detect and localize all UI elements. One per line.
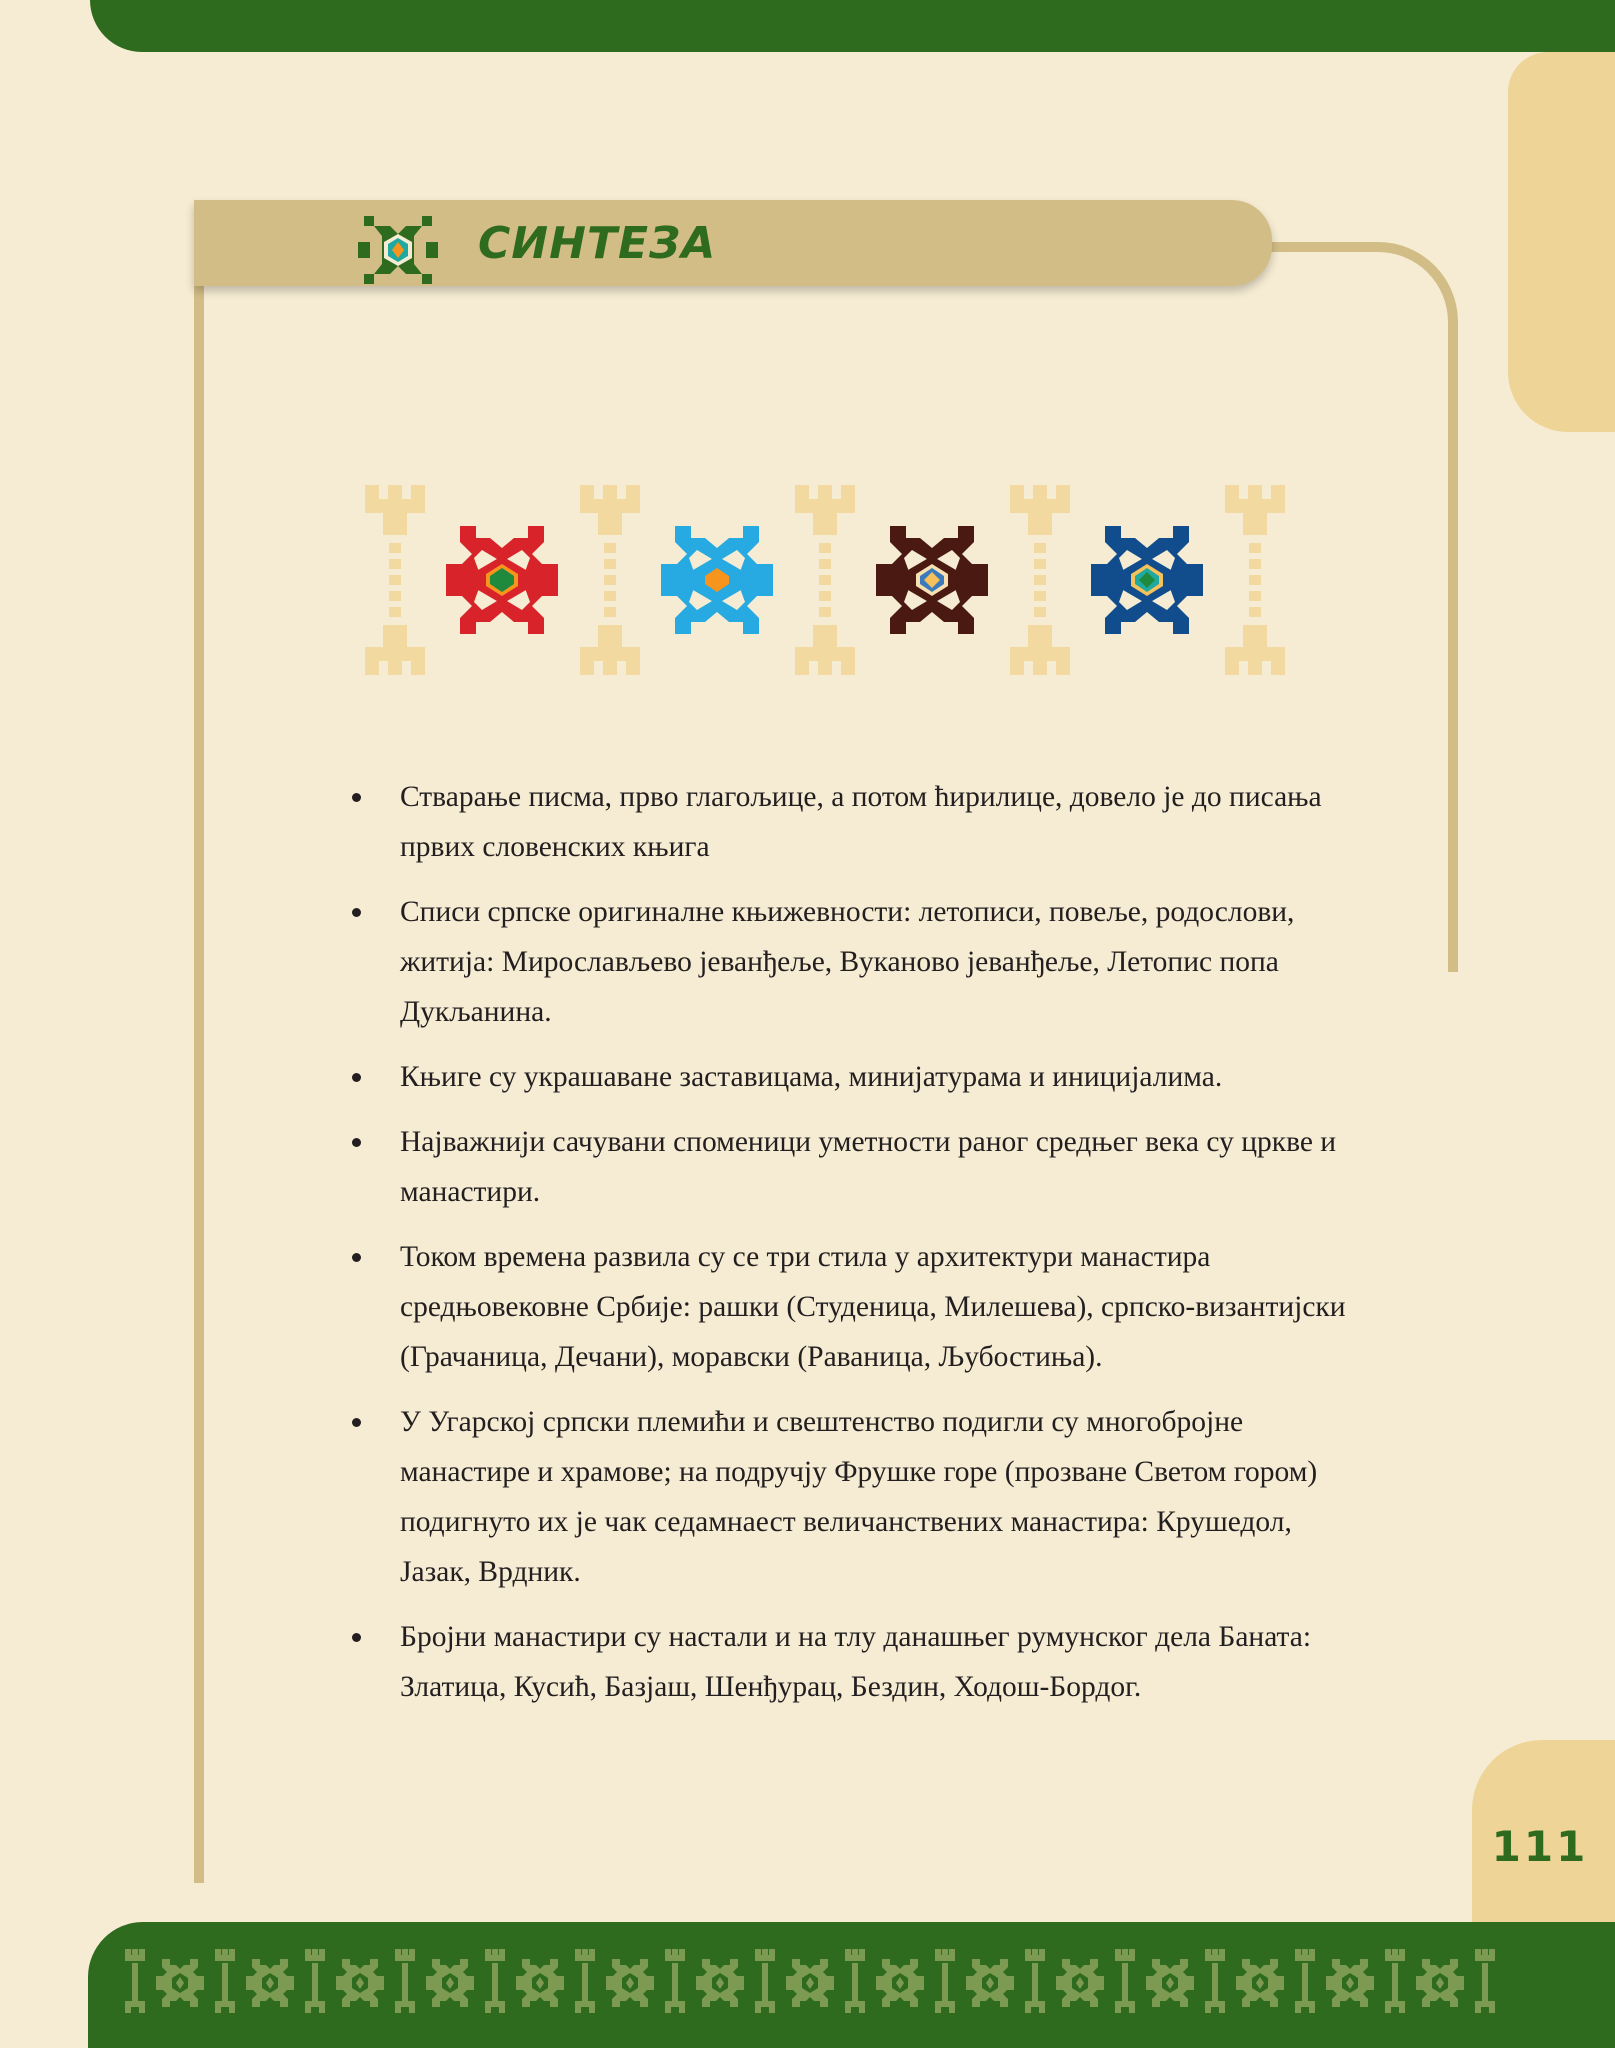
footer-motif-icon bbox=[786, 1959, 834, 2007]
footer-motif-icon bbox=[876, 1959, 924, 2007]
tower-pillar-icon bbox=[365, 485, 425, 675]
footer-tower-icon bbox=[845, 1949, 865, 2013]
footer-motif-icon bbox=[966, 1959, 1014, 2007]
footer-tower-icon bbox=[305, 1949, 325, 2013]
footer-motif-icon bbox=[336, 1959, 384, 2007]
footer-tower-icon bbox=[125, 1949, 145, 2013]
footer-motif-icon bbox=[246, 1959, 294, 2007]
right-frame-curve bbox=[1270, 242, 1458, 352]
footer-motif-icon bbox=[1416, 1959, 1464, 2007]
footer-motif-icon bbox=[426, 1959, 474, 2007]
top-green-band bbox=[90, 0, 1615, 52]
footer-motif-icon bbox=[696, 1959, 744, 2007]
footer-tower-icon bbox=[485, 1949, 505, 2013]
right-frame-rule bbox=[1448, 320, 1458, 972]
section-title: СИНТЕЗА bbox=[478, 218, 717, 269]
tower-pillar-icon bbox=[1010, 485, 1070, 675]
footer-motif-icon bbox=[1146, 1959, 1194, 2007]
footer-motif-icon bbox=[1056, 1959, 1104, 2007]
footer-tower-icon bbox=[935, 1949, 955, 2013]
footer-tower-icon bbox=[1475, 1949, 1495, 2013]
footer-tower-icon bbox=[575, 1949, 595, 2013]
list-item: Списи српске оригиналне књижевности: летописи, повеље, родослови, житија: Мирослављево јеванђеље, Вуканово јеванђеље, Летопис попа Дукљанина. bbox=[340, 887, 1370, 1037]
ornament-strip bbox=[355, 485, 1295, 675]
summary-list bbox=[340, 772, 1370, 1727]
footer-tower-icon bbox=[1385, 1949, 1405, 2013]
footer-tower-icon bbox=[215, 1949, 235, 2013]
right-side-tab bbox=[1508, 52, 1615, 432]
list-item: Бројни манастири су настали и на тлу данашњег румунског дела Баната: Златица, Кусић, Базјаш, Шенђурац, Бездин, Ходош-Бордог. bbox=[340, 1612, 1370, 1712]
footer-ornament-strip bbox=[125, 1945, 1585, 2025]
list-item: Књиге су украшаване заставицама, минијатурама и иницијалима. bbox=[340, 1052, 1370, 1102]
blue-motif-icon bbox=[661, 526, 773, 634]
footer-tower-icon bbox=[1295, 1949, 1315, 2013]
navy-motif-icon bbox=[1091, 526, 1203, 634]
tower-pillar-icon bbox=[795, 485, 855, 675]
list-item: Током времена развила су се три стила у архитектури манастира средњовековне Србије: рашки (Студеница, Милешева), српско-византијски (Грачаница, Дечани), моравски (Раваница, Љубостиња). bbox=[340, 1232, 1370, 1382]
footer-tower-icon bbox=[1025, 1949, 1045, 2013]
footer-motif-icon bbox=[516, 1959, 564, 2007]
footer-motif-icon bbox=[156, 1959, 204, 2007]
footer-tower-icon bbox=[1115, 1949, 1135, 2013]
brown-motif-icon bbox=[876, 526, 988, 634]
left-frame-rule bbox=[194, 205, 204, 1883]
footer-motif-icon bbox=[606, 1959, 654, 2007]
list-item: Најважнији сачувани споменици уметности раног средњег века су цркве и манастири. bbox=[340, 1117, 1370, 1217]
tower-pillar-icon bbox=[1225, 485, 1285, 675]
footer-tower-icon bbox=[755, 1949, 775, 2013]
footer-tower-icon bbox=[665, 1949, 685, 2013]
footer-motif-icon bbox=[1236, 1959, 1284, 2007]
header-motif-icon bbox=[356, 212, 440, 293]
red-motif-icon bbox=[446, 526, 558, 634]
tower-pillar-icon bbox=[580, 485, 640, 675]
list-item: У Угарској српски племићи и свештенство подигли су многобројне манастире и храмове; на подручју Фрушке горе (прозване Светом гором) подигнуто их је чак седамнаест величанствених манастира: Крушедол, Јазак, Врдник. bbox=[340, 1397, 1370, 1597]
page-number: 111 bbox=[1491, 1822, 1589, 1871]
footer-tower-icon bbox=[395, 1949, 415, 2013]
ornament-row bbox=[355, 485, 1295, 680]
footer-motif-icon bbox=[1326, 1959, 1374, 2007]
footer-tower-icon bbox=[1205, 1949, 1225, 2013]
list-item: Стварање писма, прво глагољице, а потом ћирилице, довело је до писања првих словенских књига bbox=[340, 772, 1370, 872]
footer-pattern bbox=[125, 1945, 1585, 2030]
